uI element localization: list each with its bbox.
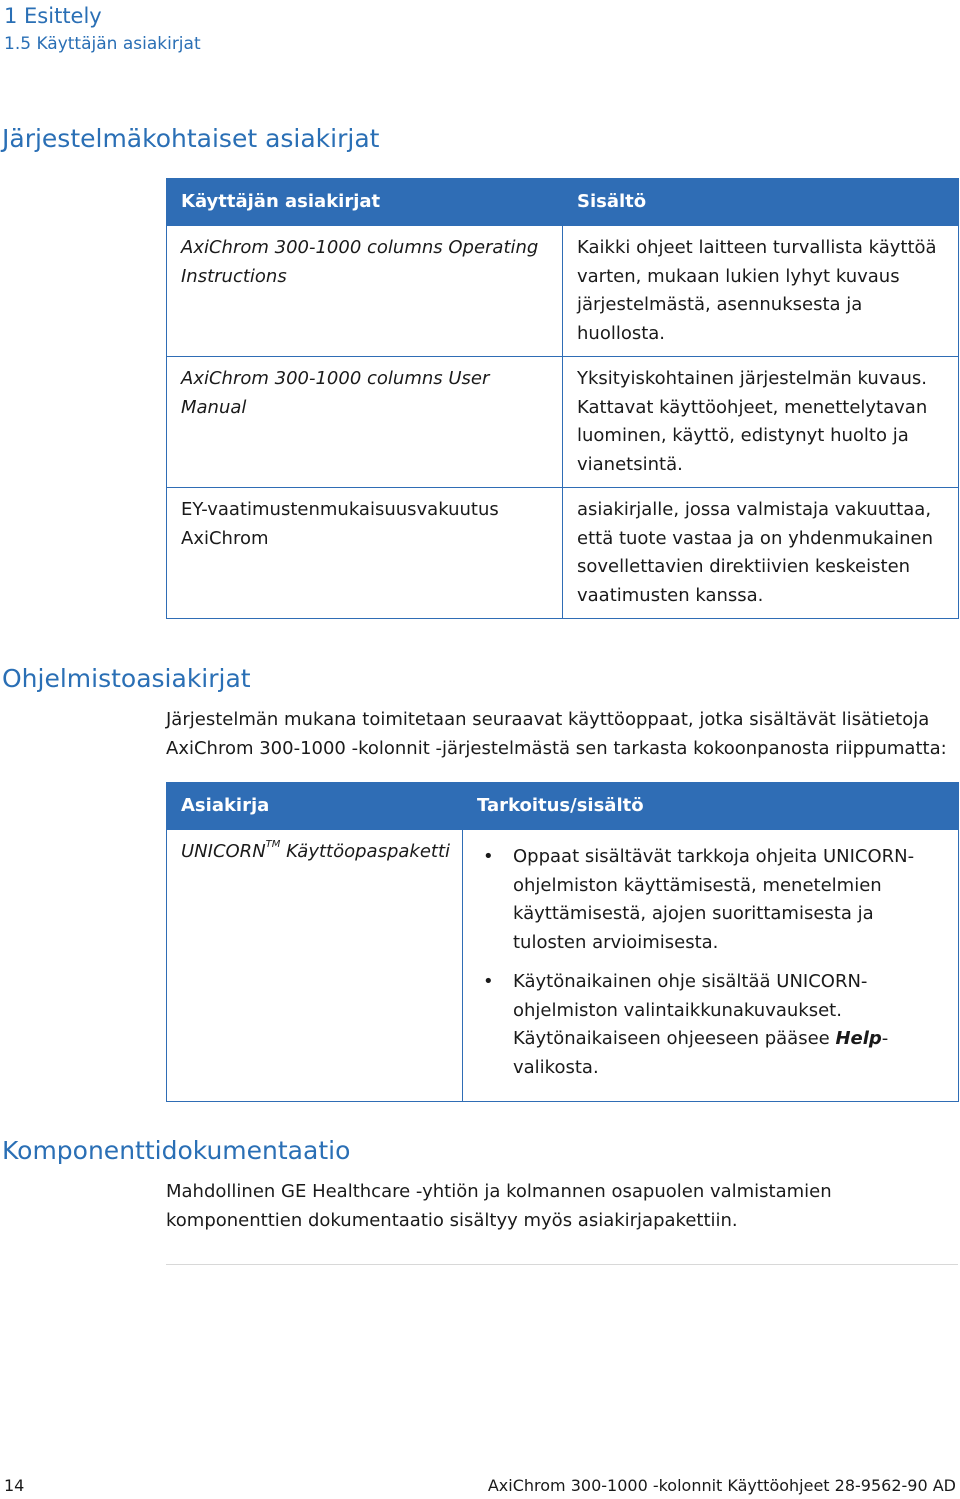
unicorn-suffix: Käyttöopaspaketti: [280, 841, 451, 862]
unicorn-name: UNICORN: [181, 841, 266, 862]
column-header-purpose: Tarkoitus/sisältö: [463, 783, 959, 830]
column-header-content: Sisältö: [563, 179, 959, 226]
table-row: [167, 488, 959, 619]
system-docs-table: [166, 178, 959, 619]
doc-operating-instructions: AxiChrom 300-1000 columns Operating Instructions: [167, 226, 563, 357]
column-header-document: Asiakirja: [167, 783, 463, 830]
doc-content: Kaikki ohjeet laitteen turvallista käyttöä varten, mukaan lukien lyhyt kuvaus järjestelmästä, asennuksesta ja huollosta.: [563, 226, 959, 357]
bullet-icon: •: [483, 971, 494, 992]
doc-content: Yksityiskohtainen järjestelmän kuvaus. Kattavat käyttöohjeet, menettelytavan luominen, käyttö, edistynyt huolto ja vianetsintä.: [563, 357, 959, 488]
table-row: [167, 830, 959, 1102]
list-item: • Käytönaikainen ohje sisältää UNICORN-ohjelmiston valintaikkunakuvaukset. Käytönaikaiseen ohjeeseen pääsee Help-valikosta.: [477, 968, 948, 1082]
bullet-icon: •: [483, 846, 494, 867]
doc-user-manual: AxiChrom 300-1000 columns User Manual: [167, 357, 563, 488]
doc-declaration-of-conformity: EY-vaatimustenmukaisuusvakuutus AxiChrom: [167, 488, 563, 619]
divider: [166, 1264, 958, 1265]
table-header-row: [167, 179, 959, 226]
breadcrumb-chapter: 1 Esittely: [4, 4, 102, 28]
software-docs-intro: Järjestelmän mukana toimitetaan seuraavat käyttöoppaat, jotka sisältävät lisätietoja AxiChrom 300-1000 -kolonnit -järjestelmästä sen tarkasta kokoonpanosta riippumatta:: [166, 709, 947, 759]
breadcrumb: [4, 2, 201, 58]
software-docs-table: [166, 782, 959, 1102]
page-number: 14: [4, 1476, 25, 1495]
doc-content: asiakirjalle, jossa valmistaja vakuuttaa, että tuote vastaa ja on yhdenmukainen sovellettavien direktiivien keskeisten vaatimusten kanssa.: [563, 488, 959, 619]
trademark-mark: TM: [265, 839, 281, 850]
breadcrumb-section: 1.5 Käyttäjän asiakirjat: [4, 34, 201, 54]
purpose-list: [477, 843, 948, 1082]
column-header-user-docs: Käyttäjän asiakirjat: [167, 179, 563, 226]
section-title-component-docs: Komponenttidokumentaatio: [2, 1136, 351, 1165]
footer-doc-title: AxiChrom 300-1000 -kolonnit Käyttöohjeet 28-9562-90 AD: [487, 1476, 956, 1495]
section-title-system-docs: Järjestelmäkohtaiset asiakirjat: [2, 124, 380, 153]
doc-purpose: [463, 830, 959, 1102]
doc-unicorn-package: [167, 830, 463, 1102]
list-item: • Oppaat sisältävät tarkkoja ohjeita UNICORN-ohjelmiston käyttämisestä, menetelmien käyttämisestä, ajojen suorittamisesta ja tulosten arvioimisesta.: [477, 843, 948, 957]
component-docs-text: Mahdollinen GE Healthcare -yhtiön ja kolmannen osapuolen valmistamien komponenttien dokumentaatio sisältyy myös asiakirjapakettiin.: [166, 1181, 832, 1231]
table-header-row: [167, 783, 959, 830]
help-menu-name: Help: [835, 1028, 882, 1049]
section-title-software-docs: Ohjelmistoasiakirjat: [2, 664, 251, 693]
table-row: [167, 357, 959, 488]
table-row: [167, 226, 959, 357]
